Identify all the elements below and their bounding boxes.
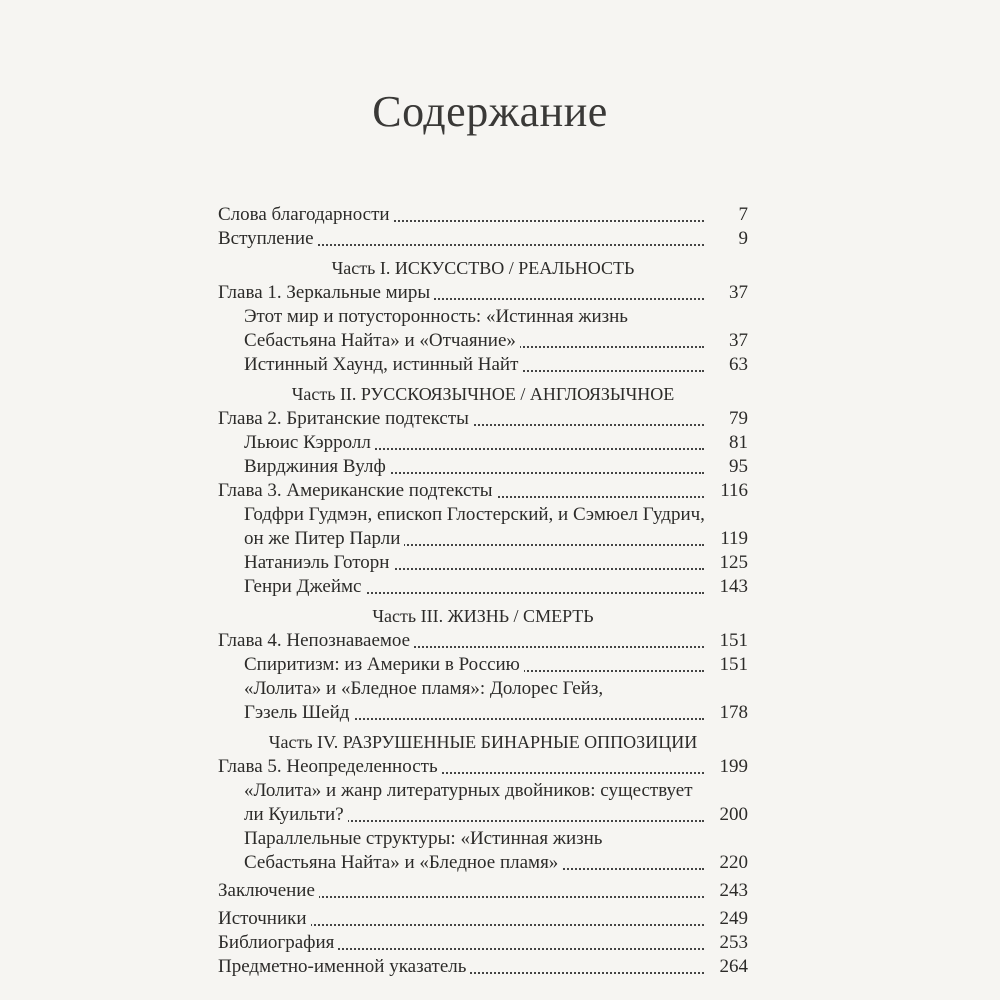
toc-page-number: 151 (708, 629, 748, 653)
toc-subentry[interactable] (218, 329, 748, 353)
toc-entry[interactable] (218, 955, 748, 979)
toc-entry-title: Вирджиния Вулф (244, 455, 390, 479)
toc-part-heading: Часть II. РУССКОЯЗЫЧНОЕ / АНГЛОЯЗЫЧНОЕ (291, 384, 675, 404)
toc-entry-title: Истинный Хаунд, истинный Найт (244, 353, 522, 377)
toc-subentry[interactable] (218, 575, 748, 599)
toc-entry-title: Глава 4. Непознаваемое (218, 629, 414, 653)
toc-page-number: 37 (708, 281, 748, 305)
toc-subentry[interactable] (218, 503, 748, 527)
toc-entry-title: Библиография (218, 931, 338, 955)
toc-page-number: 143 (708, 575, 748, 599)
toc-entry[interactable] (218, 479, 748, 503)
toc-entry-title: Слова благодарности (218, 203, 394, 227)
toc-part-heading: Часть III. ЖИЗНЬ / СМЕРТЬ (372, 606, 594, 626)
toc-entry[interactable] (218, 755, 748, 779)
toc-subentry[interactable] (218, 701, 748, 725)
toc-entry-title: Глава 5. Неопределенность (218, 755, 442, 779)
toc-page-number: 178 (708, 701, 748, 725)
toc-subentry[interactable] (218, 803, 748, 827)
toc-page-number: 119 (708, 527, 748, 551)
toc-page-number: 264 (708, 955, 748, 979)
toc-page-number: 151 (708, 653, 748, 677)
toc-entry-title: «Лолита» и жанр литературных двойников: существует (244, 779, 697, 803)
toc-entry-title: Спиритизм: из Америки в Россию (244, 653, 524, 677)
toc-entry-title: Параллельные структуры: «Истинная жизнь (244, 827, 606, 851)
toc-subentry[interactable] (218, 353, 748, 377)
toc-entry-title: Источники (218, 907, 311, 931)
toc-page-number: 63 (708, 353, 748, 377)
toc-entry[interactable] (218, 629, 748, 653)
toc-subentry[interactable] (218, 551, 748, 575)
toc-subentry[interactable] (218, 305, 748, 329)
toc-entry[interactable] (218, 879, 748, 903)
toc-subentry[interactable] (218, 527, 748, 551)
toc-page-number: 95 (708, 455, 748, 479)
toc-page-number: 37 (708, 329, 748, 353)
toc-entry[interactable] (218, 407, 748, 431)
toc-entry-title: Себастьяна Найта» и «Бледное пламя» (244, 851, 562, 875)
toc-entry[interactable] (218, 227, 748, 251)
toc-entry-title: Заключение (218, 879, 319, 903)
toc-entry-title: Глава 3. Американские подтексты (218, 479, 497, 503)
toc-entry-title: он же Питер Парли (244, 527, 404, 551)
toc-subentry[interactable] (218, 851, 748, 875)
toc-entry-title: Предметно-именной указатель (218, 955, 470, 979)
toc-subentry[interactable] (218, 677, 748, 701)
toc-entry[interactable] (218, 203, 748, 227)
toc-page-number: 243 (708, 879, 748, 903)
toc-page-number: 199 (708, 755, 748, 779)
toc-part-heading: Часть IV. РАЗРУШЕННЫЕ БИНАРНЫЕ ОППОЗИЦИИ (268, 732, 698, 752)
toc-part-heading: Часть I. ИСКУССТВО / РЕАЛЬНОСТЬ (331, 258, 635, 278)
toc-entry-title: Вступление (218, 227, 318, 251)
toc-entry-title: Гэзель Шейд (244, 701, 353, 725)
toc-entry-title: Глава 2. Британские подтексты (218, 407, 473, 431)
toc-subentry[interactable] (218, 455, 748, 479)
toc-entry-title: Этот мир и потусторонность: «Истинная жизнь (244, 305, 632, 329)
toc-entry-title: Себастьяна Найта» и «Отчаяние» (244, 329, 520, 353)
toc-entry-title: Годфри Гудмэн, епископ Глостерский, и Сэмюел Гудрич, (244, 503, 709, 527)
toc-entry[interactable] (218, 907, 748, 931)
toc-entry[interactable] (218, 281, 748, 305)
toc-page-number: 220 (708, 851, 748, 875)
toc-page-number: 200 (708, 803, 748, 827)
toc-subentry[interactable] (218, 431, 748, 455)
toc-page-number: 116 (708, 479, 748, 503)
toc-entry[interactable] (218, 931, 748, 955)
toc-entry-title: Натаниэль Готорн (244, 551, 393, 575)
toc-entry-title: Глава 1. Зеркальные миры (218, 281, 434, 305)
toc-page-number: 81 (708, 431, 748, 455)
toc-entry-title: ли Куильти? (244, 803, 348, 827)
page-title: Содержание (372, 87, 608, 136)
toc-entry-title: Льюис Кэрролл (244, 431, 375, 455)
toc-subentry[interactable] (218, 653, 748, 677)
toc-entry-title: Генри Джеймс (244, 575, 365, 599)
toc-entry-title: «Лолита» и «Бледное пламя»: Долорес Гейз, (244, 677, 607, 701)
toc-page-number: 79 (708, 407, 748, 431)
toc-subentry[interactable] (218, 827, 748, 851)
toc-page-number: 7 (708, 203, 748, 227)
toc-page-number: 249 (708, 907, 748, 931)
table-of-contents (218, 203, 748, 979)
toc-page-number: 253 (708, 931, 748, 955)
toc-subentry[interactable] (218, 779, 748, 803)
toc-page-number: 9 (708, 227, 748, 251)
toc-page-number: 125 (708, 551, 748, 575)
